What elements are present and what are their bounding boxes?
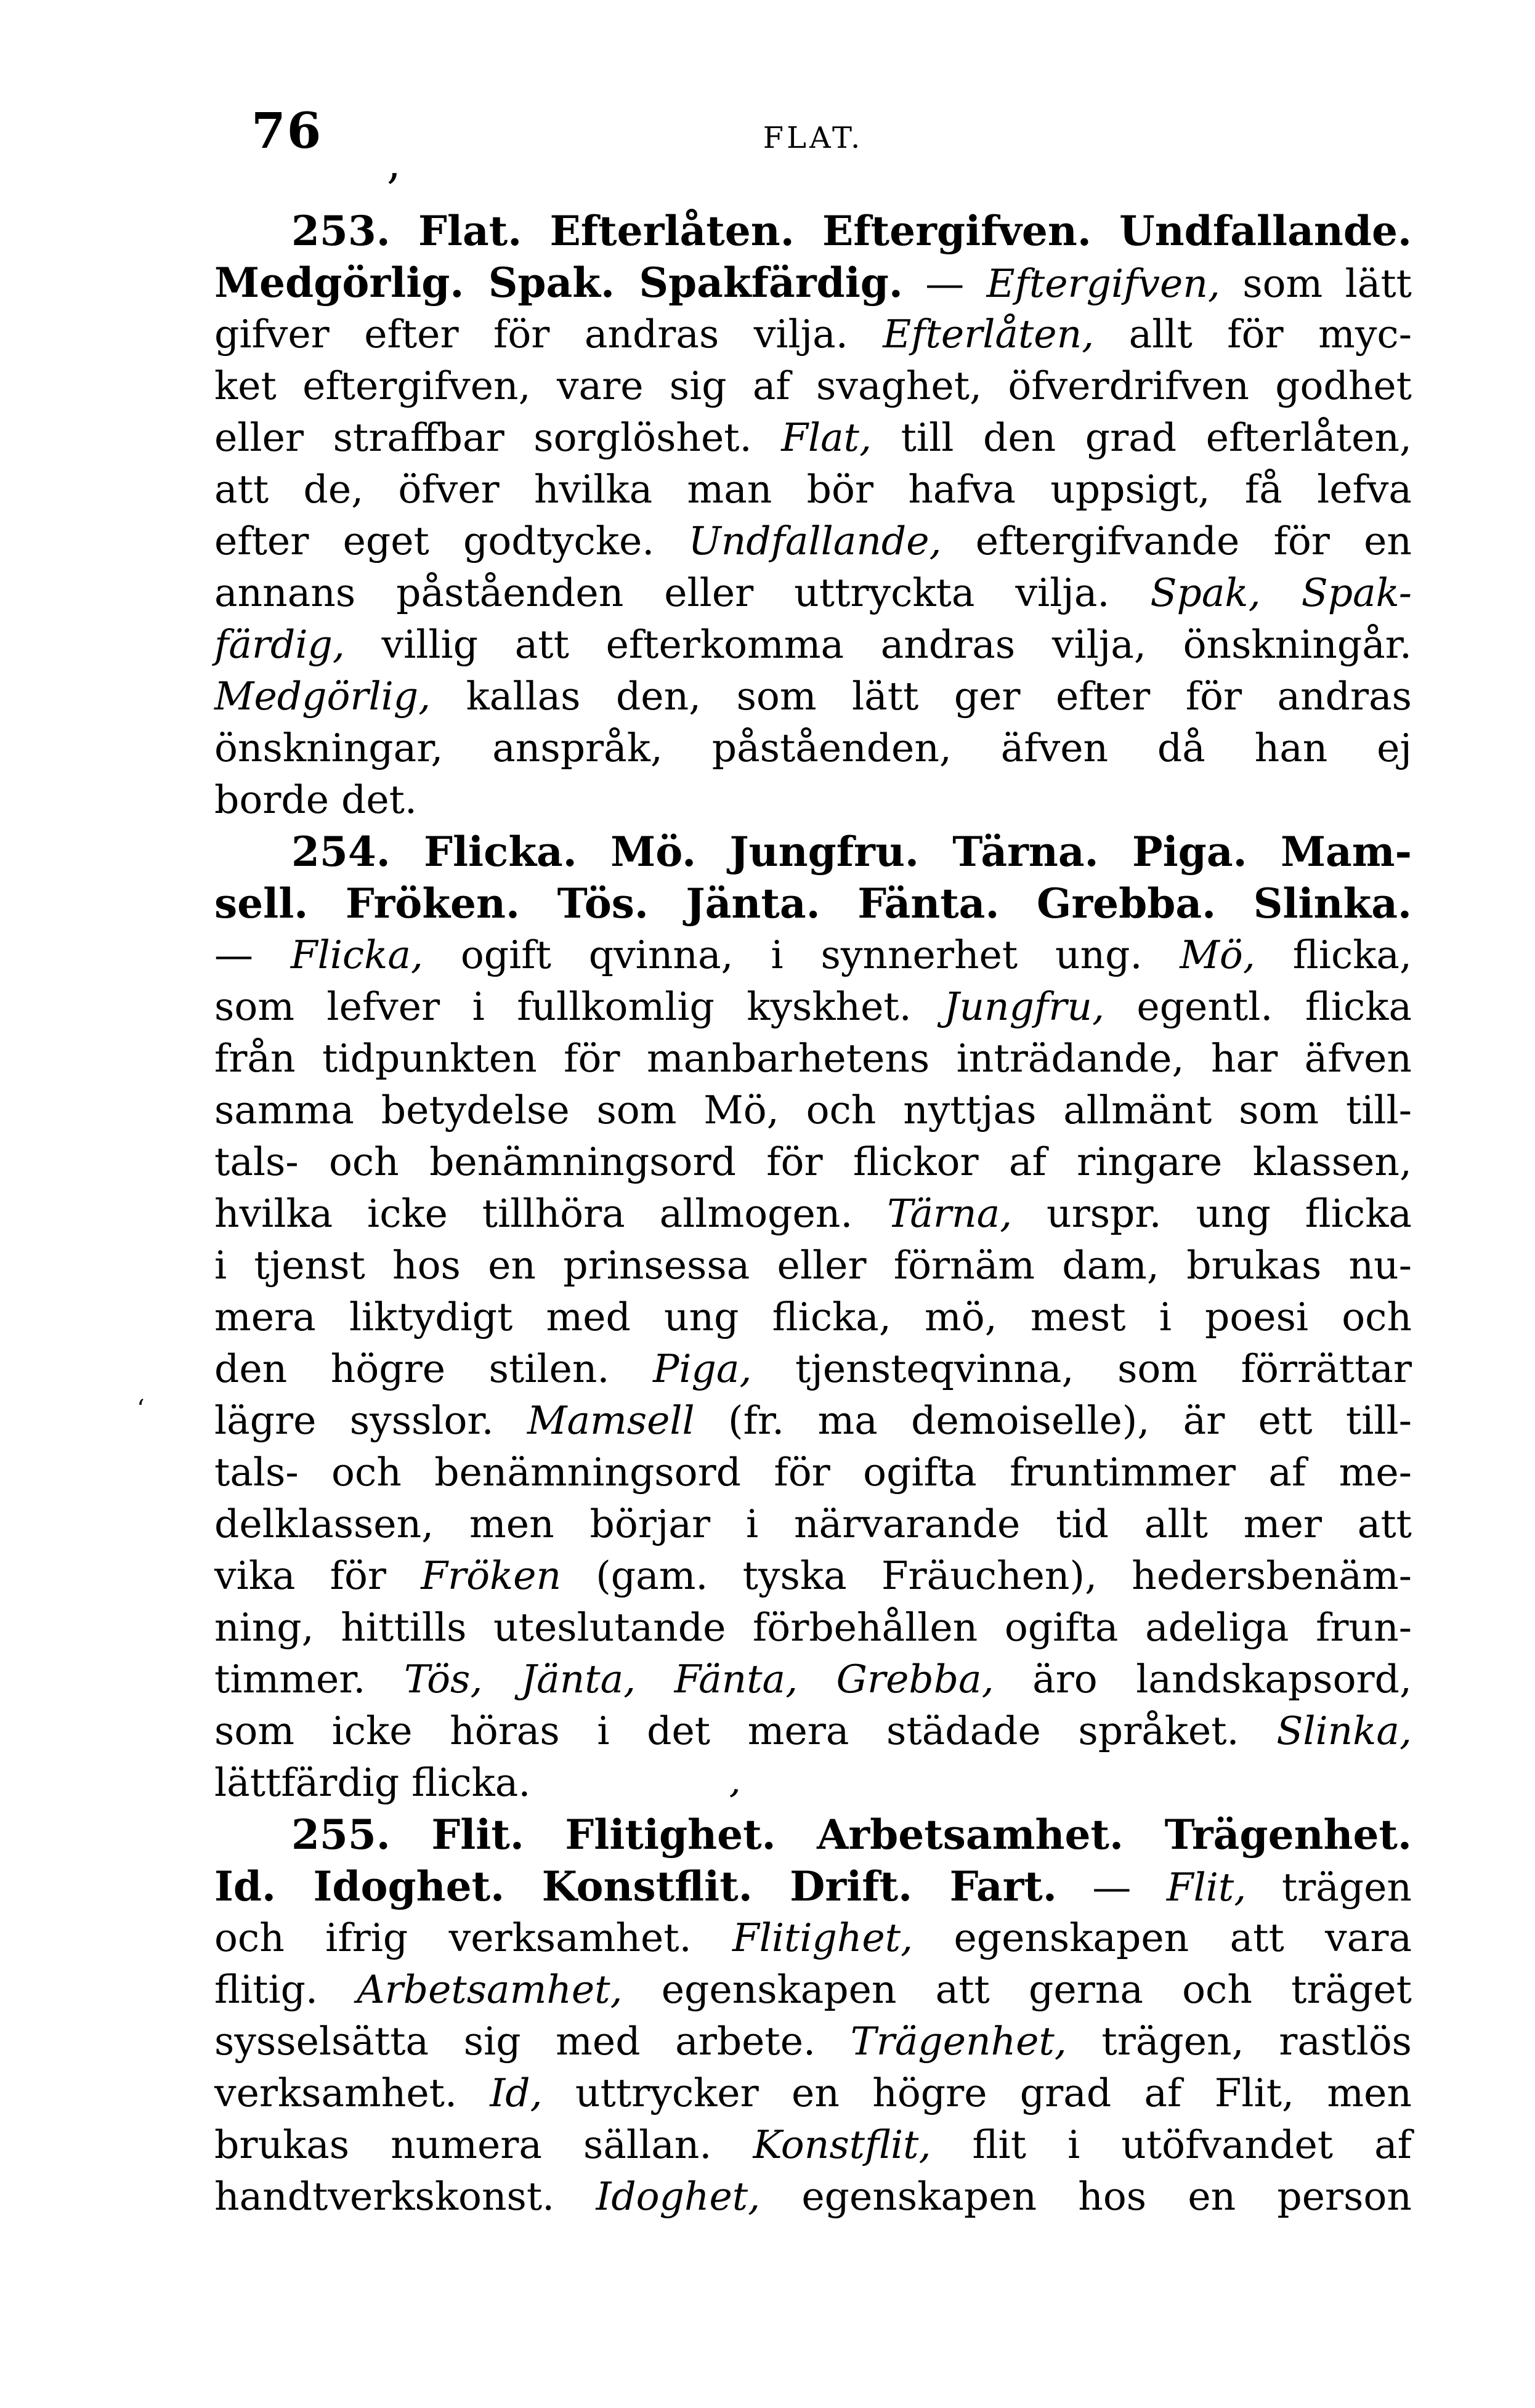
body-text: flitig. [214,1967,357,2012]
term-italic: Fröken [421,1553,562,1598]
term-italic: färdig, [214,622,345,667]
body-text: gifver efter för andras vilja. [214,312,883,357]
text-line [214,826,1412,878]
paragraph-253 [214,205,1412,826]
body-text: handtverkskonst. [214,2174,596,2219]
body-text: trägen [1246,1865,1412,1910]
term-italic: Mamsell [527,1398,695,1443]
text-line [214,1861,1412,1912]
headword-bold: 255. Flit. Flitighet. Arbetsamhet. Trägenhet. [291,1811,1412,1859]
headword-bold: 254. Flicka. Mö. Jungfru. Tärna. Piga. Mam- [291,828,1412,876]
term-italic: Flicka, [290,932,423,977]
text-line [214,360,1412,412]
text-line [214,1498,1412,1550]
text-line [214,309,1412,360]
body-text: — [1056,1865,1167,1910]
body-text: timmer. [214,1657,404,1702]
term-italic: Tärna, [887,1191,1013,1236]
term-italic: Undfallande, [688,519,942,564]
body-text: i tjenst hos en prinsessa eller förnäm dam, brukas nu- [214,1243,1412,1288]
body-text: den högre stilen. [214,1346,653,1391]
text-line [214,1964,1412,2016]
term-italic: Trägenhet, [850,2019,1067,2064]
text-line [214,1809,1412,1861]
text-line [214,1602,1412,1654]
text-line [214,515,1412,567]
text-line [214,1757,1412,1809]
text-block [214,205,1412,2223]
body-text: verksamhet. [214,2071,490,2115]
body-text: som lätt [1220,261,1412,306]
body-text: eller straffbar sorglöshet. [214,415,782,460]
term-italic: Jungfru, [944,984,1104,1029]
body-text: att de, öfver hvilka man bör hafva uppsigt, få lefva [214,467,1412,512]
body-text: sysselsätta sig med arbete. [214,2019,851,2064]
headword-bold: sell. Fröken. Tös. Jänta. Fänta. Grebba. Slinka. [214,879,1412,927]
term-italic: Flit, [1166,1865,1247,1910]
term-italic: Konstflit, [753,2122,931,2167]
body-text: ning, hittills uteslutande förbehållen ogifta adeliga frun- [214,1605,1412,1650]
text-line [214,1395,1412,1447]
body-text: ket eftergifven, vare sig af svaghet, öfverdrifven godhet [214,363,1412,408]
text-line [214,205,1412,257]
text-line [214,774,1412,826]
text-line [214,567,1412,619]
text-line [214,929,1412,981]
body-text: uttrycker en högre grad af Flit, men [542,2071,1412,2115]
text-line [214,1654,1412,1705]
page-number: 76 [251,102,323,160]
body-text: som lefver i fullkomlig kyskhet. [214,984,944,1029]
body-text: egenskapen att vara [913,1915,1412,1960]
body-text: allt för myc- [1094,312,1412,357]
headword-bold: 253. Flat. Efterlåten. Eftergifven. Undfallande. [291,207,1412,255]
text-line [214,2016,1412,2067]
text-line [214,1188,1412,1240]
body-text: lättfärdig flicka. [214,1760,531,1805]
text-line [214,671,1412,722]
text-line [214,1136,1412,1188]
body-text: som icke höras i det mera städade språket. [214,1708,1277,1753]
body-text: tjensteqvinna, som förrättar [751,1346,1412,1391]
body-text: (fr. ma demoiselle), är ett till- [694,1398,1412,1443]
text-line [214,412,1412,464]
body-text: egenskapen hos en person [760,2174,1412,2219]
term-italic: Arbetsamhet, [357,1967,623,2012]
print-artifact-dot: ‘ [137,1395,145,1423]
text-line [214,464,1412,515]
term-italic: Slinka, [1276,1708,1412,1753]
body-text: (gam. tyska Fräuchen), hedersbenäm- [561,1553,1412,1598]
body-text: till den grad efterlåten, [872,415,1412,460]
body-text: lägre sysslor. [214,1398,527,1443]
text-line [214,878,1412,929]
headword-bold: Id. Idoghet. Konstflit. Drift. Fart. [214,1862,1057,1910]
body-text: äro landskapsord, [994,1657,1412,1702]
term-italic: Medgörlig, [214,674,431,719]
body-text: hvilka icke tillhöra allmogen. [214,1191,888,1236]
term-italic: Idoghet, [596,2174,761,2219]
body-text: egenskapen att gerna och träget [622,1967,1412,2012]
text-line [214,2067,1412,2119]
term-italic: Flitighet, [732,1915,913,1960]
body-text: samma betydelse som Mö, och nyttjas allmänt som till- [214,1088,1412,1133]
text-line [214,257,1412,309]
body-text: flicka, [1255,932,1412,977]
body-text: trägen, rastlös [1066,2019,1412,2064]
body-text: borde det. [214,777,417,822]
body-text: kallas den, som lätt ger efter för andras [431,674,1412,719]
term-italic: Piga, [653,1346,752,1391]
text-line [214,1912,1412,1964]
term-italic: Tös, Jänta, Fänta, Grebba, [403,1657,994,1702]
body-text: urspr. ung flicka [1012,1191,1412,1236]
text-line [214,981,1412,1033]
term-italic: Id, [490,2071,543,2115]
text-line [214,1550,1412,1602]
running-head: FLAT. [763,121,864,155]
text-line [214,2119,1412,2171]
body-text: från tidpunkten för manbarhetens inträdande, har äfven [214,1036,1412,1081]
body-text: tals- och benämningsord för flickor af ringare klassen, [214,1139,1412,1184]
term-italic: Eftergifven, [986,261,1220,306]
body-text: delklassen, men börjar i närvarande tid allt mer att [214,1501,1412,1546]
text-line [214,619,1412,671]
body-text: brukas numera sällan. [214,2122,753,2167]
headword-bold: Medgörlig. Spak. Spakfärdig. [214,259,903,307]
print-artifact-slash: , [727,1758,748,1804]
body-text: flit i utöfvandet af [931,2122,1412,2167]
text-line [214,1343,1412,1395]
text-line [214,1085,1412,1136]
paragraph-255 [214,1809,1412,2223]
body-text: vika för [214,1553,421,1598]
body-text: — [902,261,987,306]
body-text: och ifrig verksamhet. [214,1915,733,1960]
body-text: önskningar, anspråk, påståenden, äfven då han ej [214,725,1412,770]
text-line [214,2171,1412,2223]
body-text: mera liktydigt med ung flicka, mö, mest i poesi och [214,1295,1412,1339]
body-text: eftergifvande för en [941,519,1412,564]
text-line [214,1447,1412,1498]
body-text: villig att efterkomma andras vilja, önskningår. [344,622,1412,667]
body-text: ogift qvinna, i synnerhet ung. [423,932,1180,977]
term-italic: Mö, [1180,932,1255,977]
term-italic: Efterlåten, [883,312,1095,357]
print-artifact-comma: , [387,137,401,188]
text-line [214,1291,1412,1343]
body-text: annans påståenden eller uttryckta vilja. [214,570,1151,615]
body-text: tals- och benämningsord för ogifta fruntimmer af me- [214,1450,1412,1495]
text-line [214,722,1412,774]
body-text: egentl. flicka [1104,984,1412,1029]
term-italic: Spak, Spak- [1150,570,1412,615]
paragraph-254 [214,826,1412,1809]
text-line [214,1705,1412,1757]
body-text: efter eget godtycke. [214,519,689,564]
text-line [214,1033,1412,1085]
text-line [214,1240,1412,1291]
body-text: — [214,932,291,977]
term-italic: Flat, [781,415,872,460]
